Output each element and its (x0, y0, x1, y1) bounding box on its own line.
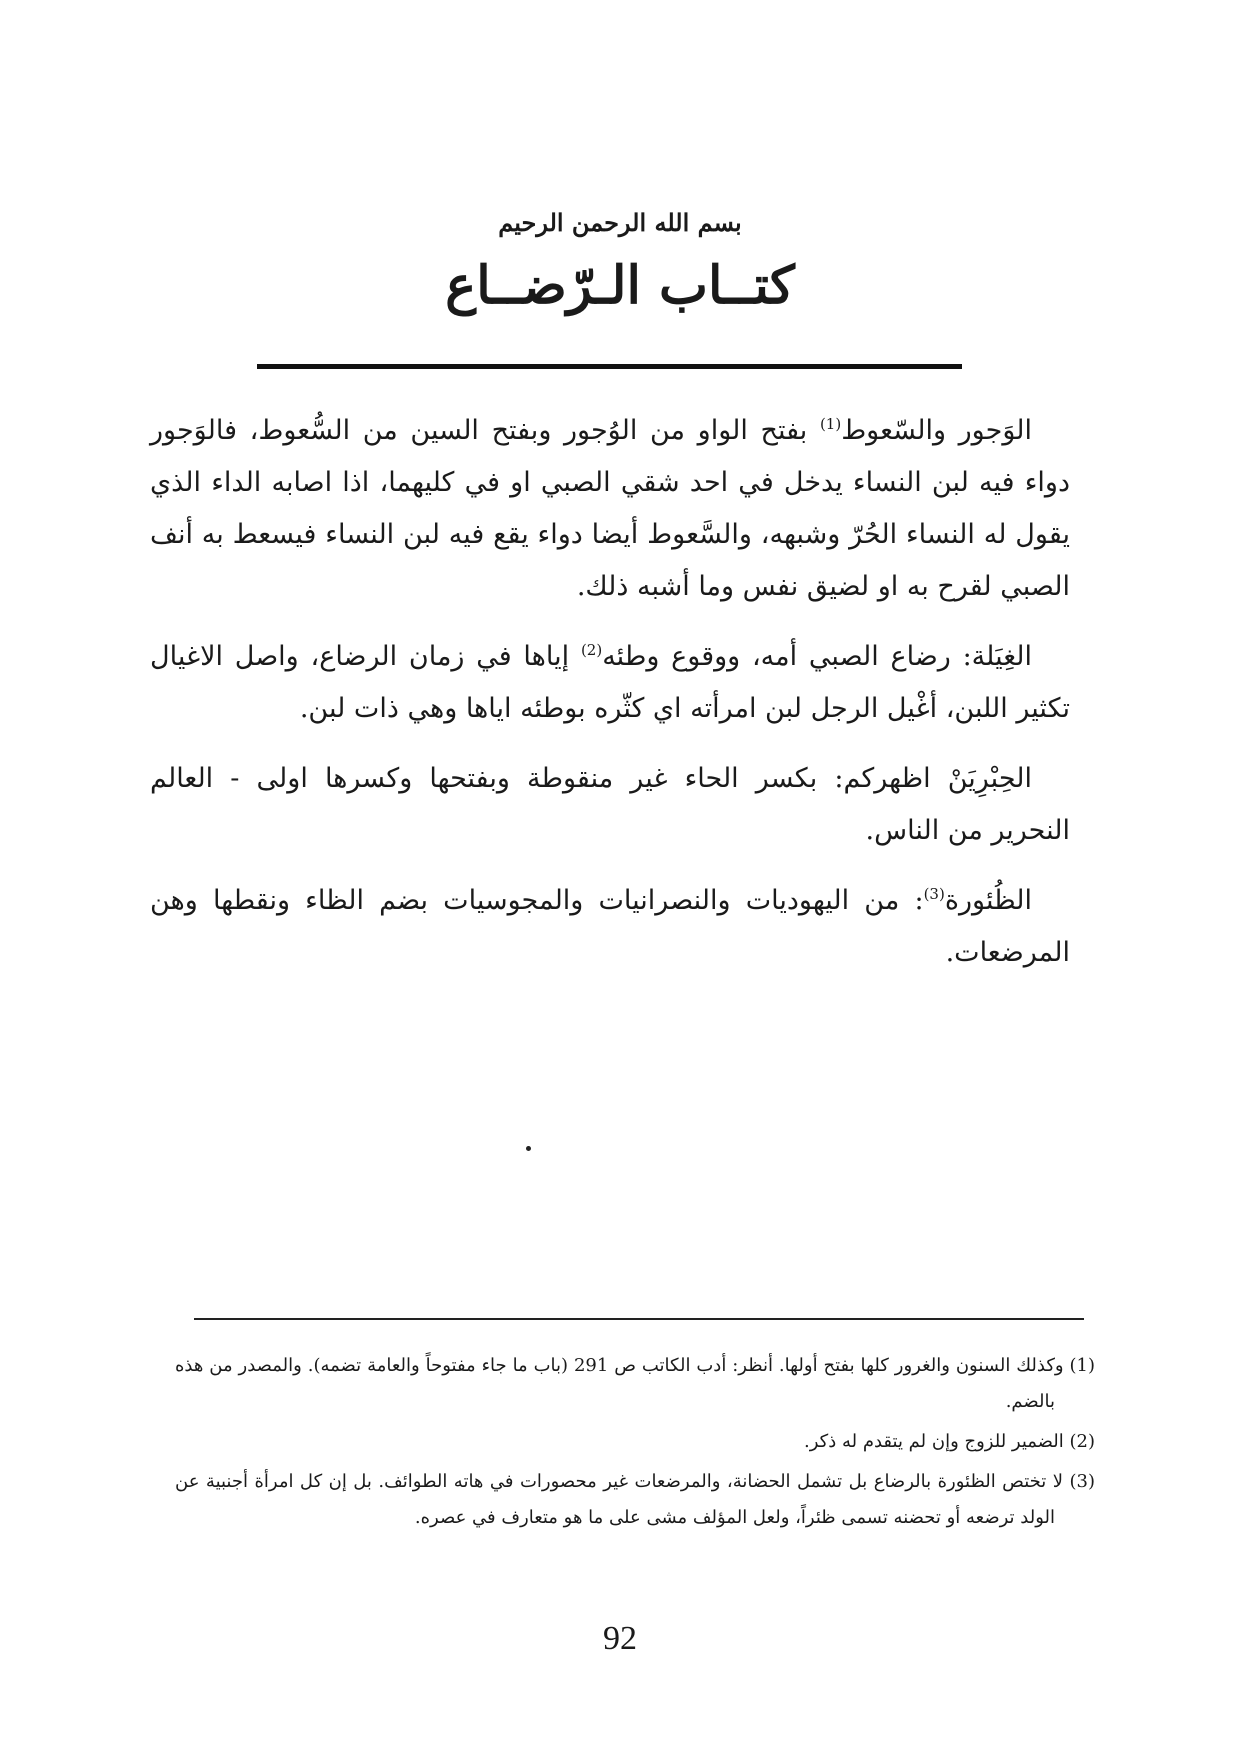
footnote-divider (194, 1318, 1084, 1320)
footnote-2: (2) الضمير للزوج وإن لم يتقدم له ذكر. (804, 1431, 1095, 1452)
basmala-heading: بسم الله الرحمن الرحيم (498, 208, 742, 237)
footnote-marker: (3) (923, 885, 945, 903)
paragraph-text: : من اليهوديات والنصرانيات والمجوسيات بضم الظاء ونقطها وهن المرضعات. (150, 885, 1070, 968)
paragraph-wajur (150, 405, 1070, 613)
page-number: 92 (603, 1620, 637, 1657)
paragraph-text: الوَجور والسّعوط (841, 415, 1032, 446)
paragraph-text: إياها في زمان الرضاع، واصل الاغيال تكثير اللبن، أغْيل الرجل لبن امرأته اي كثّره بوطئه اياها وهي ذات لبن. (150, 641, 1070, 724)
paragraph-text: الحِبْرِيَنْ اظهركم: بكسر الحاء غير منقوطة وبفتحها وكسرها اولى - العالم النحرير من الناس. (150, 763, 1070, 846)
footnote-marker: (1) (819, 415, 842, 433)
title-divider (257, 364, 962, 369)
footnote-1: (1) وكذلك السنون والغرور كلها بفتح أولها. أنظر: أدب الكاتب ص 291 (باب ما جاء مفتوحاً والعامة تضمه). والمصدر من هذه بالضم. (175, 1355, 1095, 1412)
paragraph-text: الظُئورة (944, 885, 1032, 916)
paragraph-zuura (150, 875, 1070, 979)
paragraph-text: بفتح الواو من الوُجور وبفتح السين من السُّعوط، فالوَجور دواء فيه لبن النساء يدخل في احد شقي الصبي او في كليهما، اذا اصابه الداء الذي يقول له النساء الحُرّ وشبهه، والسَّعوط أيضا دواء يقع فيه لبن النساء فيسعط به أنف الصبي لقرح به او لضيق نفس وما أشبه ذلك. (150, 415, 1070, 602)
paragraph-ghila (150, 631, 1070, 735)
paragraph-hibrin (150, 753, 1070, 857)
stray-mark (526, 1146, 531, 1151)
footnote-3: (3) لا تختص الظئورة بالرضاع بل تشمل الحضانة، والمرضعات غير محصورات في هاته الطوائف. بل إن كل امرأة أجنبية عن الولد ترضعه أو تحضنه تسمى ظئراً، ولعل المؤلف مشى على ما هو متعارف في عصره. (175, 1471, 1095, 1528)
chapter-title: كتــاب الـرّضــاع (445, 255, 795, 316)
footnotes-section (175, 1348, 1095, 1540)
main-text (150, 405, 1070, 997)
paragraph-text: الغِيَلة: رضاع الصبي أمه، ووقوع وطئه (602, 641, 1032, 672)
footnote-marker: (2) (580, 641, 603, 659)
